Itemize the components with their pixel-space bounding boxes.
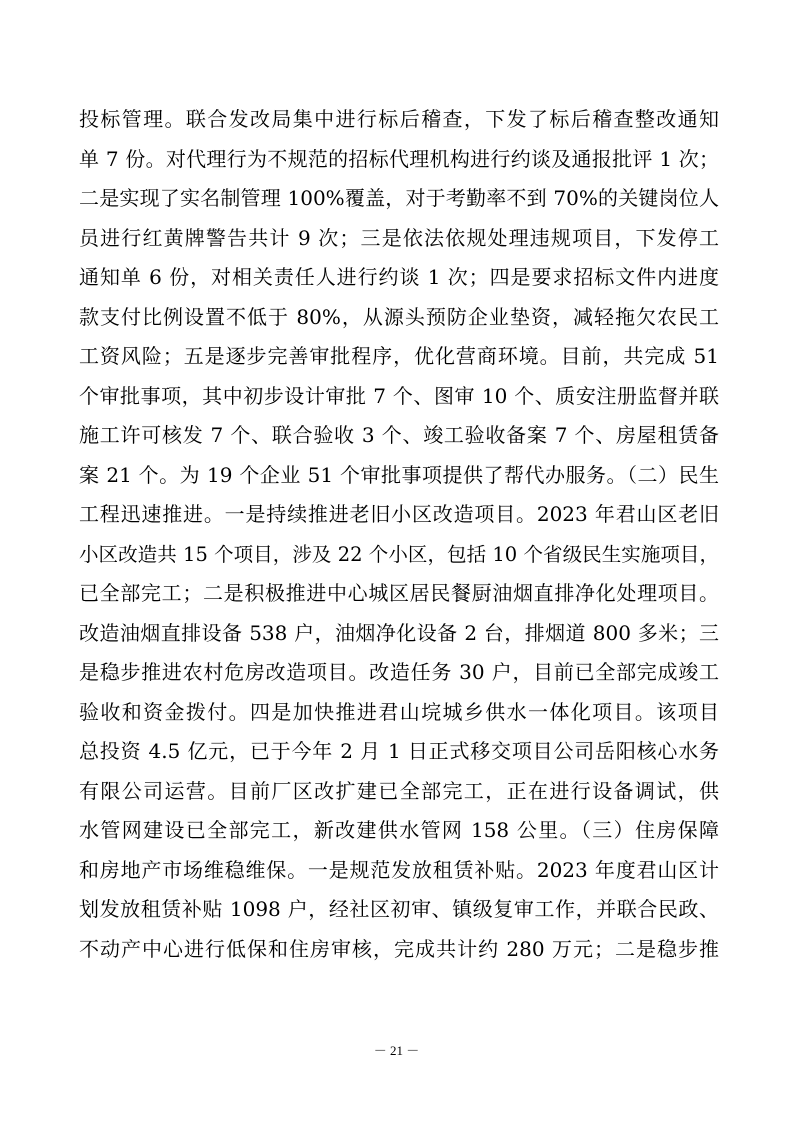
text-line: 案 21 个。为 19 个企业 51 个审批事项提供了帮代办服务。（二）民生 (79, 462, 719, 487)
text-line: 通知单 6 份，对相关责任人进行约谈 1 次；四是要求招标文件内进度 (79, 265, 719, 289)
text-line: 工程迅速推进。一是持续推进老旧小区改造项目。2023 年君山区老旧 (79, 502, 719, 526)
text-line: 小区改造共 15 个项目，涉及 22 个小区，包括 10 个省级民生实施项目， (79, 542, 719, 566)
text-line: 已全部完工；二是积极推进中心城区居民餐厨油烟直排净化处理项目。 (79, 581, 719, 605)
text-line: 是稳步推进农村危房改造项目。改造任务 30 户，目前已全部完成竣工 (79, 660, 719, 684)
text-line: 施工许可核发 7 个、联合验收 3 个、竣工验收备案 7 个、房屋租赁备 (79, 423, 719, 447)
text-line: 二是实现了实名制管理 100%覆盖，对于考勤率不到 70%的关键岗位人 (79, 186, 719, 210)
text-line: 划发放租赁补贴 1098 户，经社区初审、镇级复审工作，并联合民政、 (79, 897, 719, 921)
text-line: 水管网建设已全部完工，新改建供水管网 158 公里。（三）住房保障 (79, 818, 719, 842)
text-line: 个审批事项，其中初步设计审批 7 个、图审 10 个、质安注册监督并联 (79, 383, 719, 408)
page-number: － 21 － (373, 1043, 420, 1058)
text-line: 工资风险；五是逐步完善审批程序，优化营商环境。目前，共完成 51 (79, 344, 719, 368)
text-line: 和房地产市场维稳维保。一是规范发放租赁补贴。2023 年度君山区计 (79, 857, 719, 882)
text-line: 不动产中心进行低保和住房审核，完成共计约 280 万元；二是稳步推 (79, 936, 719, 961)
text-line: 款支付比例设置不低于 80%，从源头预防企业垫资，减轻拖欠农民工 (79, 304, 719, 329)
text-line: 有限公司运营。目前厂区改扩建已全部完工，正在进行设备调试，供 (79, 778, 719, 803)
text-line: 单 7 份。对代理行为不规范的招标代理机构进行约谈及通报批评 1 次； (79, 146, 719, 171)
text-line: 验收和资金拨付。四是加快推进君山垸城乡供水一体化项目。该项目 (79, 699, 719, 724)
text-line: 员进行红黄牌警告共计 9 次；三是依法依规处理违规项目，下发停工 (79, 225, 719, 250)
body-paragraph (79, 100, 719, 969)
text-line: 总投资 4.5 亿元，已于今年 2 月 1 日正式移交项目公司岳阳核心水务 (79, 739, 719, 763)
text-line: 改造油烟直排设备 538 户，油烟净化设备 2 台，排烟道 800 多米；三 (79, 620, 719, 645)
text-line: 投标管理。联合发改局集中进行标后稽查，下发了标后稽查整改通知 (79, 107, 719, 131)
